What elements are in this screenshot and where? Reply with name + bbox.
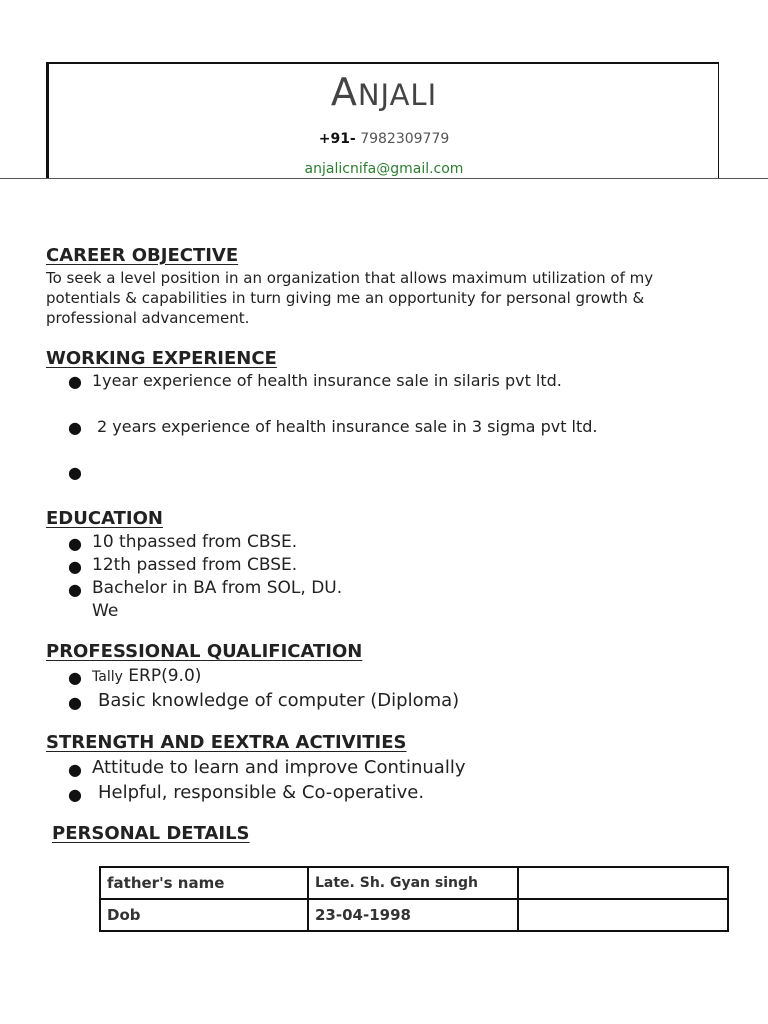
working-experience-heading: WORKING EXPERIENCE: [46, 348, 277, 369]
applicant-name: ANJALI: [330, 70, 438, 114]
bullet-icon: ●: [68, 580, 82, 599]
education-heading: EDUCATION: [46, 508, 163, 529]
career-objective-text: To seek a level position in an organization that allows maximum utilization of my potentials & capabilities in turn giving me an opportunity for personal growth & professional advancement.: [46, 269, 654, 327]
table-cell: Late. Sh. Gyan singh: [308, 867, 518, 899]
education-item: 10 thpassed from CBSE.: [92, 532, 298, 552]
table-cell: 23-04-1998: [308, 899, 518, 931]
personal-details-heading: PERSONAL DETAILS: [52, 823, 250, 844]
bullet-icon: ●: [68, 463, 82, 482]
table-cell: Dob: [100, 899, 308, 931]
table-cell: [518, 867, 728, 899]
personal-details-table: [99, 866, 729, 932]
bullet-icon: ●: [68, 668, 82, 687]
bullet-icon: ●: [68, 534, 82, 553]
bullet-icon: ●: [68, 760, 82, 779]
phone-number: +91- 7982309779: [318, 131, 450, 147]
table-row: [100, 867, 728, 899]
table-cell: father's name: [100, 867, 308, 899]
strength-item: Attitude to learn and improve Continually: [92, 757, 466, 778]
education-trailing-text: We: [92, 601, 119, 621]
experience-item: 2 years experience of health insurance sale in 3 sigma pvt ltd.: [97, 417, 598, 436]
bullet-icon: ●: [68, 418, 82, 437]
bullet-icon: ●: [68, 372, 82, 391]
email-address[interactable]: anjalicnifa@gmail.com: [304, 161, 464, 177]
strength-item: Helpful, responsible & Co-operative.: [98, 782, 425, 803]
bullet-icon: ●: [68, 785, 82, 804]
table-row: [100, 899, 728, 931]
bullet-icon: ●: [68, 557, 82, 576]
bullet-icon: ●: [68, 693, 82, 712]
qualification-item: Tally ERP(9.0): [92, 666, 202, 686]
experience-item: 1year experience of health insurance sale in silaris pvt ltd.: [92, 371, 562, 390]
career-objective-heading: CAREER OBJECTIVE: [46, 245, 239, 266]
table-cell: [518, 899, 728, 931]
professional-qualification-heading: PROFESSIONAL QUALIFICATION: [46, 641, 363, 662]
header-divider: [0, 178, 768, 179]
qualification-item: Basic knowledge of computer (Diploma): [98, 690, 460, 711]
education-item: 12th passed from CBSE.: [92, 555, 298, 575]
strengths-heading: STRENGTH AND EEXTRA ACTIVITIES: [46, 732, 407, 753]
education-item: Bachelor in BA from SOL, DU.: [92, 578, 343, 598]
